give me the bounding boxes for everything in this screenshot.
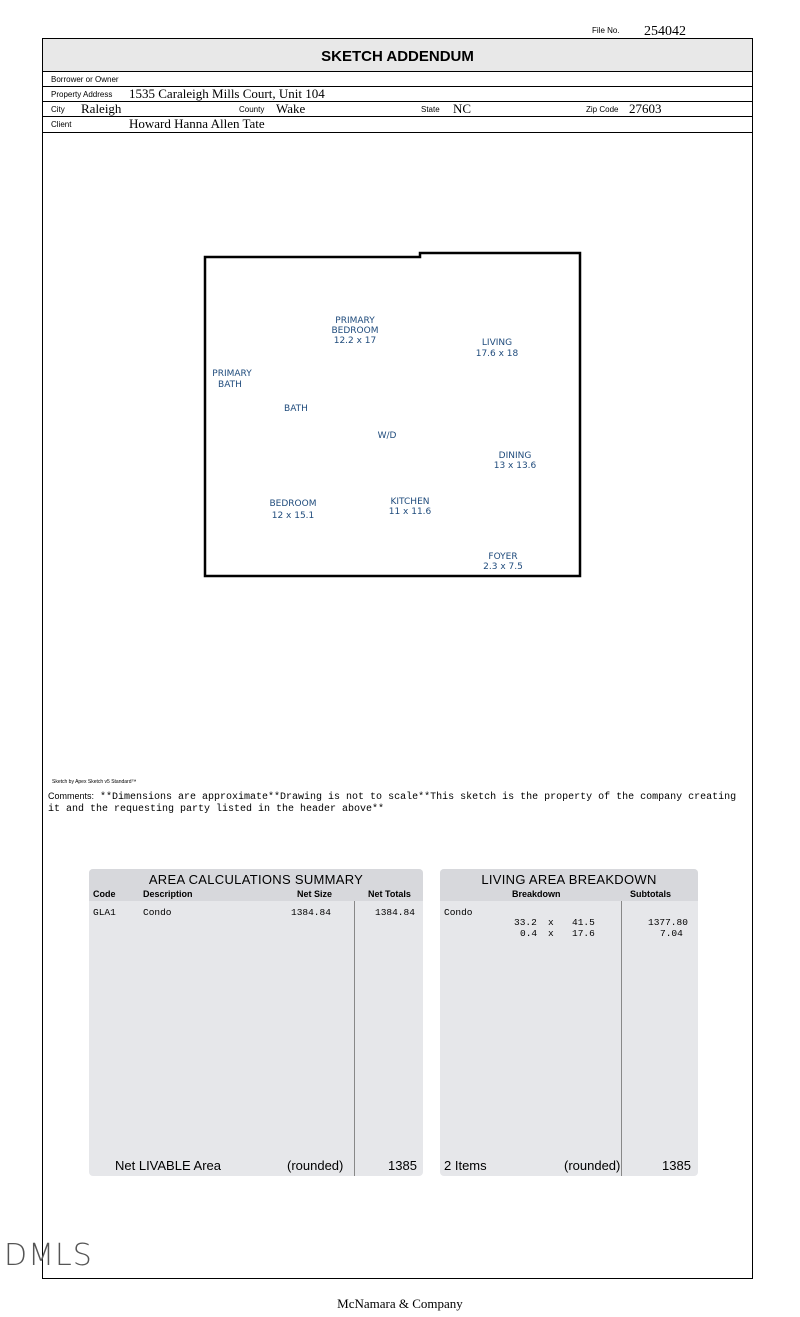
zip-value: 27603: [629, 101, 662, 116]
file-number-value: 254042: [644, 24, 686, 39]
room-bedroom-name: BEDROOM: [269, 499, 317, 509]
property-address-label: Property Address: [51, 90, 113, 99]
state-value: NC: [453, 101, 472, 116]
living-group: Condo: [444, 907, 473, 918]
room-foyer-name: FOYER: [488, 552, 518, 562]
room-bedroom-size: 12 x 15.1: [271, 511, 315, 521]
floor-plan-outline: [205, 253, 580, 576]
area-column-divider: [354, 901, 355, 1176]
area-row-net-size: 1384.84: [291, 907, 331, 918]
room-kitchen-name: KITCHEN: [390, 497, 430, 507]
area-calculations-header: [89, 869, 423, 901]
living-row-2-a: 0.4: [520, 928, 538, 939]
room-wd-name: W/D: [377, 431, 397, 441]
col-description: Description: [143, 889, 193, 899]
living-row-1-a: 33.2: [514, 917, 537, 928]
room-foyer-size: 2.3 x 7.5: [483, 562, 523, 572]
county-value: Wake: [276, 101, 306, 116]
col-breakdown: Breakdown: [512, 889, 561, 899]
net-livable-rounded: (rounded): [287, 1158, 344, 1173]
room-primary-bedroom-name2: BEDROOM: [331, 326, 379, 336]
dmls-watermark-logo: DMLS: [4, 1238, 93, 1273]
area-row-net-totals: 1384.84: [375, 907, 415, 918]
comments: [48, 790, 738, 816]
living-row-1-x: x: [548, 917, 554, 928]
zip-label: Zip Code: [586, 105, 619, 114]
room-living-size: 17.6 x 18: [475, 349, 519, 359]
room-primary-bedroom-name: PRIMARY: [335, 316, 375, 326]
room-living-name: LIVING: [481, 338, 513, 348]
room-kitchen-size: 11 x 11.6: [388, 507, 432, 517]
form-title: SKETCH ADDENDUM: [321, 48, 474, 65]
living-total-value: 1385: [662, 1158, 691, 1173]
sketch-software-note: Sketch by Apex Sketch v5 Standard™: [52, 779, 137, 785]
room-primary-bath-name: PRIMARY: [212, 369, 252, 379]
comments-label: Comments:: [48, 791, 95, 801]
state-label: State: [421, 105, 440, 114]
footer-company: McNamara & Company: [337, 1296, 463, 1311]
property-address-value: 1535 Caraleigh Mills Court, Unit 104: [129, 86, 325, 101]
city-label: City: [51, 105, 65, 114]
net-livable-label: Net LIVABLE Area: [115, 1158, 221, 1173]
client-value: Howard Hanna Allen Tate: [129, 116, 265, 131]
living-row-2-x: x: [548, 928, 554, 939]
area-row-code: GLA1: [93, 907, 116, 918]
living-row-2-subtotal: 7.04: [660, 928, 683, 939]
borrower-label: Borrower or Owner: [51, 75, 119, 84]
room-primary-bath-name2: BATH: [218, 380, 242, 390]
living-column-divider: [621, 901, 622, 1176]
city-value: Raleigh: [81, 101, 122, 116]
col-subtotals: Subtotals: [630, 889, 672, 899]
living-area-panel: [440, 869, 698, 1176]
county-label: County: [239, 105, 265, 114]
client-label: Client: [51, 120, 72, 129]
living-row-1-b: 41.5: [572, 917, 595, 928]
living-row-2-b: 17.6: [572, 928, 595, 939]
living-row-1-subtotal: 1377.80: [648, 917, 688, 928]
col-net-totals: Net Totals: [368, 889, 411, 899]
area-calculations-title: AREA CALCULATIONS SUMMARY: [148, 872, 364, 887]
living-area-header: [440, 869, 698, 901]
file-number-label: File No.: [592, 26, 620, 35]
net-livable-value: 1385: [388, 1158, 417, 1173]
room-bath-name: BATH: [284, 404, 308, 414]
comments-text: **Dimensions are approximate**Drawing is not to scale**This sketch is the property of the company creating it and the requesting party listed in the header above**: [48, 792, 737, 815]
col-code: Code: [93, 889, 116, 899]
area-row-description: Condo: [143, 907, 172, 918]
living-rounded: (rounded): [564, 1158, 621, 1173]
room-dining-name: DINING: [498, 451, 532, 461]
col-net-size: Net Size: [297, 889, 333, 899]
room-dining-size: 13 x 13.6: [493, 461, 537, 471]
living-items-count: 2 Items: [444, 1158, 487, 1173]
room-primary-bedroom-size: 12.2 x 17: [333, 336, 377, 346]
area-calculations-panel: [89, 869, 423, 1176]
living-area-title: LIVING AREA BREAKDOWN: [481, 872, 657, 887]
